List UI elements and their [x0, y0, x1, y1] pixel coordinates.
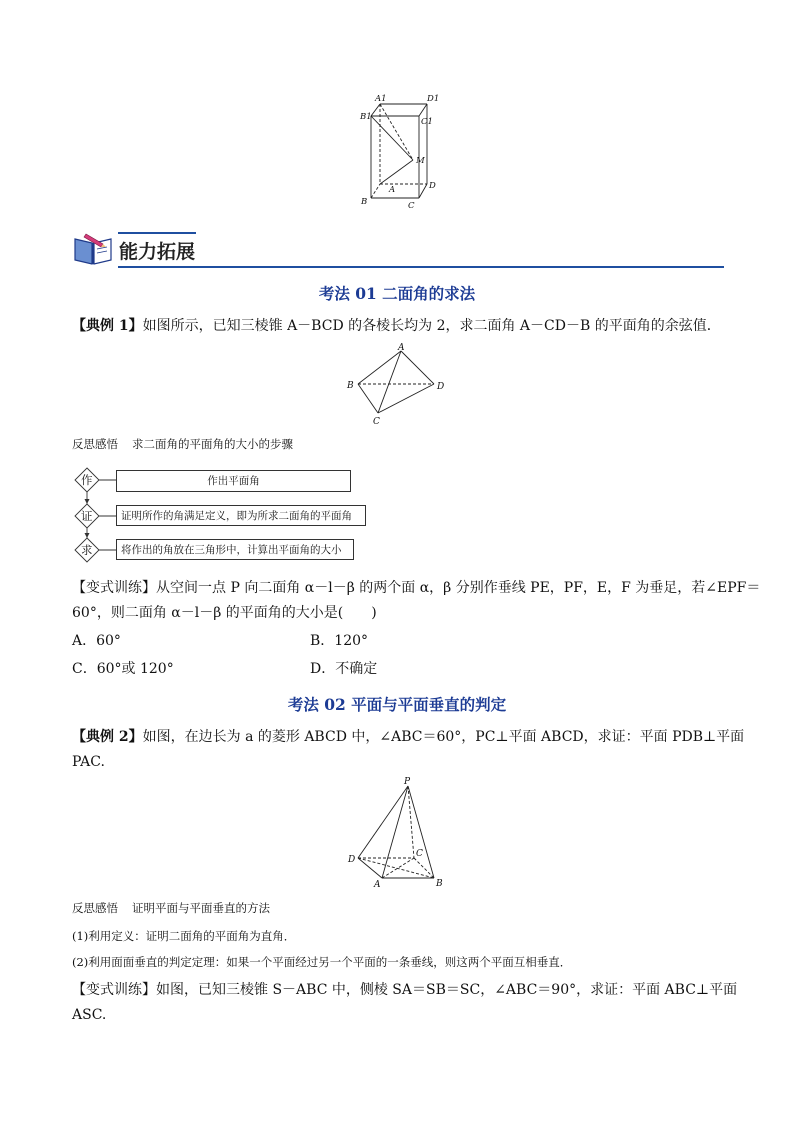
- prism-label-b: B: [361, 197, 368, 207]
- prism-label-a1: A1: [375, 94, 387, 104]
- topic1-title: 考法 01 二面角的求法: [318, 284, 476, 303]
- topic1-reflect: [72, 436, 293, 452]
- prism-label-d: D: [429, 181, 436, 191]
- topic1-practice-text1: 从空间一点 P 向二面角 α－l－β 的两个面 α，β 分别作垂线 PE，PF，E，F 为垂足，若∠EPF＝: [156, 580, 761, 596]
- topic2-practice-label: 【变式训练】: [72, 982, 156, 998]
- topic2-method-2: (2)利用面面垂直的判定定理：如果一个平面经过另一个平面的一条垂线，则这两个平面互相垂直．: [72, 955, 572, 969]
- topic2-reflect-label: 反思感悟: [72, 901, 118, 915]
- prism-label-a: A: [389, 185, 396, 195]
- option-b: B．120°: [310, 633, 369, 649]
- topic2-practice-line1: [72, 980, 737, 1000]
- topic2-example-text1: 如图，在边长为 a 的菱形 ABCD 中，∠ABC＝60°，PC⊥平面 ABCD，求证：平面 PDB⊥平面: [142, 729, 745, 745]
- book-icon: [72, 232, 114, 266]
- topic2-reflect: [72, 900, 270, 916]
- option-a: A．60°: [72, 633, 121, 649]
- topic2-practice-text1: 如图，已知三棱锥 S－ABC 中，侧棱 SA＝SB＝SC，∠ABC＝90°，求证：平面 ABC⊥平面: [156, 982, 738, 998]
- flowchart-diamonds: [70, 464, 120, 566]
- prism-label-b1: B1: [360, 112, 372, 122]
- topic1-practice-label: 【变式训练】: [72, 580, 156, 596]
- flow-step-3-symbol: 求: [81, 543, 93, 557]
- topic1-reflect-title: 求二面角的平面角的大小的步骤: [132, 437, 293, 451]
- tetra-label-a: A: [398, 343, 405, 353]
- topic1-practice-line2: 60°，则二面角 α－l－β 的平面角的大小是( ): [72, 605, 377, 621]
- tetra-label-b: B: [347, 381, 354, 391]
- pyramid-figure: [340, 774, 450, 890]
- topic2-practice-line2: ASC.: [72, 1007, 107, 1023]
- flow-step-2-box: 证明所作的角满足定义，即为所求二面角的平面角: [116, 505, 366, 526]
- tetra-label-d: D: [437, 382, 445, 392]
- flow-step-2-symbol: 证: [81, 509, 93, 523]
- topic2-title: 考法 02 平面与平面垂直的判定: [287, 695, 507, 714]
- option-c: C．60°或 120°: [72, 661, 174, 677]
- topic1-example-text: 如图所示，已知三棱锥 A－BCD 的各棱长均为 2，求二面角 A－CD－B 的平面角的余弦值．: [142, 318, 721, 334]
- pyramid-label-b: B: [436, 879, 443, 889]
- prism-label-c1: C1: [421, 117, 433, 127]
- tetrahedron-figure: [340, 342, 455, 428]
- prism-label-c: C: [408, 201, 415, 211]
- section-header: [72, 230, 724, 270]
- pyramid-label-p: P: [404, 777, 411, 787]
- topic2-example-line1: [72, 727, 744, 747]
- flow-step-1-box: 作出平面角: [116, 470, 351, 492]
- topic2-method-1: (1)利用定义：证明二面角的平面角为直角．: [72, 929, 296, 943]
- flow-step-1-symbol: 作: [81, 473, 93, 487]
- flow-step-3-box: 将作出的角放在三角形中，计算出平面角的大小: [116, 539, 354, 560]
- topic1-example-label: 【典例 1】: [72, 318, 143, 334]
- prism-label-d1: D1: [427, 94, 440, 104]
- prism-figure: [355, 92, 445, 212]
- section-header-rule: [118, 266, 724, 268]
- pyramid-label-a: A: [374, 880, 381, 890]
- tetra-label-c: C: [373, 417, 380, 427]
- prism-label-m: M: [416, 156, 425, 166]
- pyramid-label-c: C: [416, 849, 423, 859]
- topic1-reflect-label: 反思感悟: [72, 437, 118, 451]
- topic2-reflect-title: 证明平面与平面垂直的方法: [132, 901, 270, 915]
- topic2-example-label: 【典例 2】: [72, 729, 143, 745]
- pyramid-label-d: D: [348, 855, 356, 865]
- option-d: D．不确定: [310, 661, 378, 677]
- topic2-example-line2: PAC.: [72, 754, 105, 770]
- section-header-title: 能力拓展: [119, 241, 196, 263]
- topic1-example: [72, 316, 721, 336]
- topic1-practice-line1: [72, 578, 760, 598]
